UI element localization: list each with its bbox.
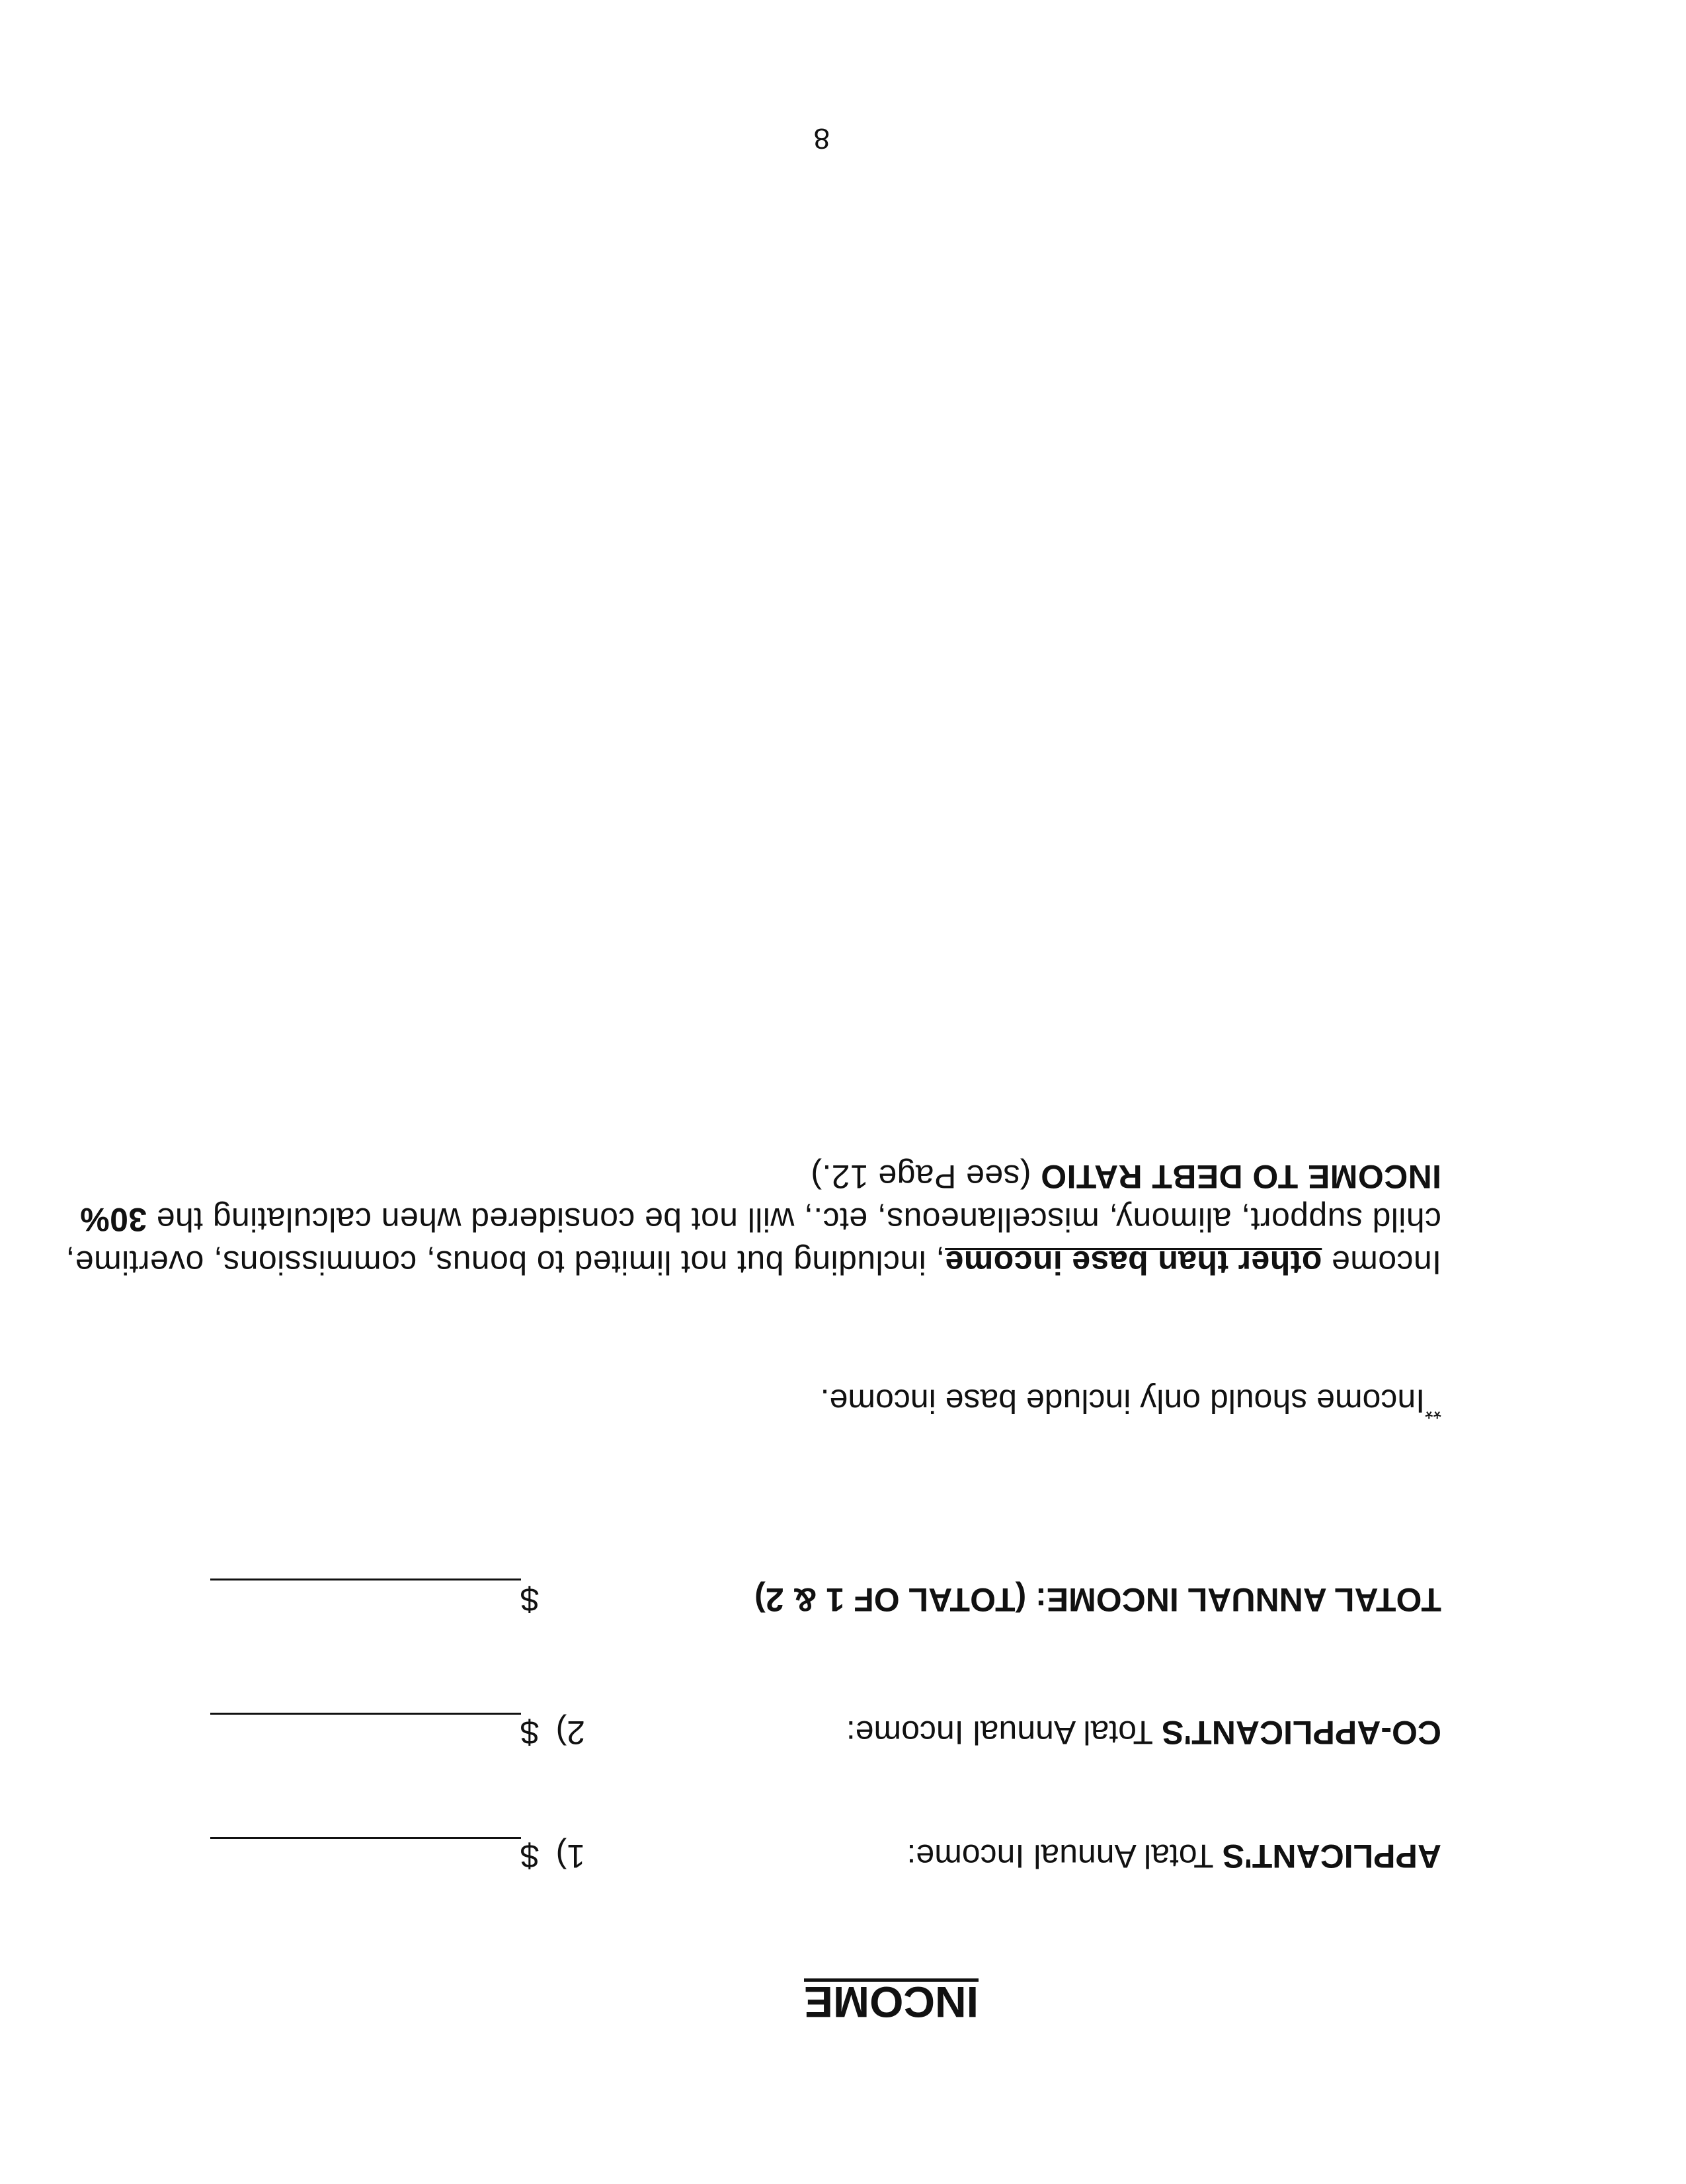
applicant-income-field[interactable] (210, 1837, 521, 1839)
co-applicant-income-label (846, 1713, 1441, 1752)
page-title: INCOME (804, 1978, 979, 2027)
applicant-currency-sign: $ (520, 1838, 539, 1875)
total-currency-sign: $ (520, 1581, 539, 1618)
note-asterisks: ** (1425, 1399, 1441, 1423)
note-text: Income should only include base income. (820, 1382, 1425, 1420)
para-emphasis: other than base income (945, 1244, 1322, 1281)
applicant-label-bold: APPLICANT'S (1222, 1838, 1441, 1875)
para-ratio-title: INCOME TO DEBT RATIO (1040, 1158, 1441, 1195)
applicant-income-label (906, 1837, 1441, 1875)
para-line1-end: , including but not limited to bonus, commissions, overtime, (65, 1244, 945, 1281)
co-applicant-label-bold: CO-APPLICANT'S (1162, 1714, 1441, 1751)
para-line1-start: Income (1322, 1244, 1441, 1281)
page-number: 8 (813, 122, 830, 155)
applicant-line-number: 1) (555, 1838, 585, 1875)
applicant-label-rest: Total Annual Income: (906, 1838, 1223, 1875)
para-page-ref: (see Page 12.) (810, 1158, 1041, 1195)
paragraph-line-3 (811, 1157, 1441, 1196)
total-label-bold: TOTAL ANNUAL INCOME: (TOTAL OF 1 & 2) (754, 1581, 1441, 1618)
co-applicant-income-field[interactable] (210, 1713, 521, 1715)
paragraph-line-2 (80, 1200, 1441, 1239)
paragraph-line-1 (65, 1243, 1441, 1282)
co-applicant-line-number: 2) (555, 1714, 585, 1751)
base-income-note (821, 1382, 1441, 1421)
total-income-label (754, 1580, 1441, 1619)
total-income-field[interactable] (210, 1579, 521, 1580)
co-applicant-currency-sign: $ (520, 1714, 539, 1751)
para-ratio-percent: 30% (79, 1201, 147, 1238)
para-line2-text: child support, alimony, miscellaneous, etc., will not be considered when calculating the (147, 1201, 1441, 1238)
co-applicant-label-rest: Total Annual Income: (846, 1714, 1162, 1751)
